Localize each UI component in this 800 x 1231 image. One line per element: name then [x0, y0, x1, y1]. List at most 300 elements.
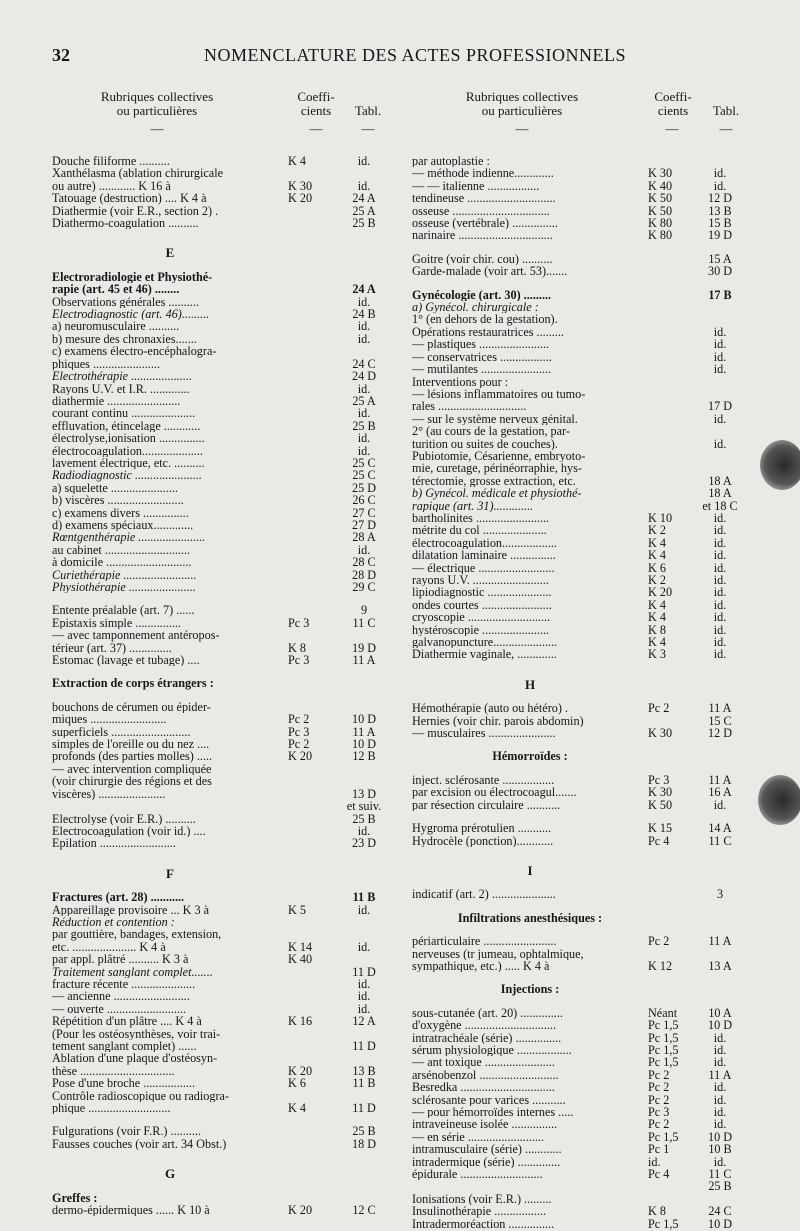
entry-row — [52, 1192, 390, 1204]
entry-label: électrolyse,ionisation ............... — [52, 432, 205, 445]
entry-row — [412, 786, 742, 798]
entry-coefficient: K 6 — [648, 560, 666, 575]
entry-table-ref: 14 A — [708, 821, 732, 836]
entry-coefficient: Pc 2 — [288, 712, 310, 727]
entry-label: 1° (en dehors de la gestation). — [412, 313, 558, 326]
entry-row — [52, 904, 390, 916]
entry-row — [52, 457, 390, 469]
entry-coefficient: K 4 — [648, 635, 666, 650]
entry-table-ref: id. — [357, 381, 371, 396]
entry-table-ref: 9 — [360, 603, 368, 618]
entry-table-ref: 24 B — [352, 307, 376, 322]
entry-label: (Pour les ostéosynthèses, voir trai- — [52, 1027, 221, 1040]
entry-label: — sur le système nerveux génital. — [412, 412, 578, 426]
entry-table-ref: id. — [713, 349, 727, 364]
entry-coefficient: K 50 — [648, 191, 673, 206]
entry-coefficient: Néant — [648, 1005, 678, 1020]
entry-label: Appareillage provisoire ... K 3 à — [52, 903, 210, 916]
entry-row — [52, 629, 390, 641]
entry-label: rapique (art. 31)............. — [412, 499, 534, 512]
entry-row — [412, 624, 742, 636]
entry-label: bouchons de cérumen ou épider- — [52, 700, 211, 714]
entry-label: viscères) ...................... — [52, 787, 166, 801]
entry-row — [52, 320, 390, 332]
header-dash: — — [719, 121, 733, 136]
entry-row — [52, 556, 390, 568]
entry-label: turition ou suites de couches). — [412, 437, 558, 450]
entry-row — [412, 935, 742, 947]
entry-table-ref: id. — [357, 823, 371, 838]
entry-label: — musculaires ...................... — [412, 727, 556, 740]
entry-label: osseuse ................................ — [412, 204, 550, 218]
entry-row — [412, 229, 742, 241]
entry-label: a) Gynécol. chirurgicale : — [412, 301, 539, 314]
entry-coefficient: K 40 — [288, 952, 313, 967]
entry-row — [52, 763, 390, 775]
entry-table-ref: 26 C — [352, 493, 376, 508]
entry-label: par résection circulaire ........... — [412, 798, 561, 812]
entry-label: Curiethérapie ........................ — [52, 568, 197, 581]
entry-row — [52, 333, 390, 345]
entry-row — [52, 308, 390, 320]
entry-row — [412, 948, 742, 960]
entry-table-ref: 10 D — [707, 1129, 733, 1144]
entry-label: Electrothérapie .................... — [52, 370, 193, 383]
entry-row — [412, 1081, 742, 1093]
entry-row — [412, 205, 742, 217]
entry-row — [52, 432, 390, 444]
entry-row — [412, 413, 742, 425]
entry-label: mie, curetage, périnéorraphie, hys- — [412, 462, 582, 475]
entry-table-ref: 17 D — [707, 399, 733, 414]
entry-label: Diathermie (voir E.R., section 2) . — [52, 204, 219, 218]
entry-row — [412, 727, 742, 739]
entry-label: Entente préalable (art. 7) ...... — [52, 604, 195, 617]
entry-row — [412, 1094, 742, 1106]
entry-table-ref: id. — [713, 1055, 727, 1070]
entry-table-ref: id. — [357, 989, 371, 1004]
entry-table-ref: 27 C — [352, 505, 376, 520]
entry-table-ref: 12 A — [352, 1014, 376, 1029]
entry-table-ref: id. — [713, 362, 727, 377]
entry-table-ref: id. — [713, 1080, 727, 1095]
entry-label: Injections : — [500, 983, 560, 996]
entry-table-ref: 11 A — [708, 934, 732, 949]
entry-label: rayons U.V. ......................... — [412, 574, 549, 587]
entry-label: lipiodiagnostic ..................... — [412, 586, 552, 599]
entry-label: E — [165, 247, 175, 260]
entry-row — [52, 800, 390, 812]
entry-table-ref: 25 B — [352, 811, 376, 826]
entry-label: épidurale ........................... — [412, 1168, 543, 1181]
entry-row — [52, 825, 390, 837]
entry-label: Electrodiagnostic (art. 46)......... — [52, 308, 210, 321]
entry-coefficient: K 20 — [288, 191, 313, 206]
entry-table-ref: 25 B — [352, 1124, 376, 1139]
entry-label: — méthode indienne............. — [412, 167, 554, 180]
entry-row — [412, 1218, 742, 1230]
entry-coefficient: K 30 — [288, 178, 313, 193]
entry-coefficient: Pc 1,5 — [648, 1216, 679, 1231]
entry-label: Xanthélasma (ablation chirurgicale — [52, 167, 224, 180]
entry-row — [52, 494, 390, 506]
entry-label: Ablation d'une plaque d'ostéosyn- — [52, 1052, 218, 1065]
entry-row — [412, 822, 742, 834]
entry-row — [412, 1044, 742, 1056]
entry-label: F — [166, 867, 174, 881]
entry-table-ref: 15 C — [708, 713, 732, 728]
entry-table-ref: id. — [713, 535, 727, 550]
entry-label: 2° (au cours de la gestation, par- — [412, 425, 570, 438]
entry-label: d) examens spéciaux............. — [52, 518, 194, 532]
entry-row — [52, 941, 390, 953]
entry-coefficient: id. — [648, 1154, 661, 1169]
entry-label: arsénobenzol .......................... — [412, 1068, 559, 1082]
entry-row — [52, 642, 390, 654]
entry-label: hystéroscopie ...................... — [412, 623, 550, 637]
entry-coefficient: K 4 — [648, 597, 666, 612]
entry-label: térieur (art. 37) .............. — [52, 641, 172, 655]
entry-label: Intradermoréaction ............... — [412, 1217, 555, 1231]
entry-label: dilatation laminaire ............... — [412, 549, 556, 562]
entry-coefficient: K 50 — [648, 797, 673, 812]
entry-label: intraveineuse isolée ............... — [412, 1118, 558, 1131]
entry-row — [52, 891, 390, 903]
entry-row — [412, 313, 742, 325]
entry-label: thèse ............................... — [52, 1064, 175, 1078]
entry-label: diathermie ........................ — [52, 394, 181, 408]
entry-coefficient: K 2 — [648, 573, 666, 587]
entry-label: Extraction de corps étrangers : — [52, 677, 214, 690]
entry-label: Electrolyse (voir E.R.) .......... — [52, 812, 196, 825]
entry-coefficient: K 30 — [648, 726, 673, 741]
entry-table-ref: id. — [713, 635, 727, 650]
entry-row — [52, 271, 390, 283]
entry-label: bartholinites ........................ — [412, 511, 550, 525]
entry-label: rapie (art. 45 et 46) ........ — [52, 283, 180, 296]
entry-row — [412, 155, 742, 167]
entry-coefficient: K 30 — [648, 166, 673, 181]
entry-table-ref: id. — [713, 647, 727, 662]
entry-row — [412, 253, 742, 265]
entry-coefficient: Pc 3 — [288, 724, 310, 739]
entry-coefficient: K 3 — [648, 647, 666, 662]
entry-table-ref: id. — [357, 1001, 371, 1016]
page-title: NOMENCLATURE DES ACTES PROFESSIONNELS — [203, 45, 627, 65]
entry-coefficient: Pc 2 — [648, 1080, 670, 1095]
entry-label: effluvation, étincelage ............ — [52, 419, 201, 433]
entry-label: Electrocoagulation (voir id.) .... — [52, 824, 206, 838]
entry-label: par gouttière, bandages, extension, — [52, 928, 222, 941]
entry-label: Electroradiologie et Physiothé- — [52, 270, 213, 284]
entry-row — [412, 549, 742, 561]
entry-row — [52, 1138, 390, 1150]
entry-table-ref: 13 B — [352, 1063, 376, 1078]
entry-table-ref: id. — [357, 319, 371, 334]
entry-label: I — [527, 864, 533, 878]
entry-label: Hémothérapie (auto ou hétéro) . — [412, 702, 569, 715]
header-dash: — — [309, 121, 323, 136]
rubriques-header: Rubriques collectives ou particulières — [100, 89, 214, 118]
entry-row — [52, 519, 390, 531]
entry-row — [52, 604, 390, 616]
entry-row — [412, 289, 742, 301]
entry-label: — ouverte .......................... — [52, 1002, 187, 1016]
entry-row — [412, 500, 742, 512]
entry-table-ref: 18 D — [351, 1136, 377, 1151]
left-column — [52, 90, 390, 1216]
entry-label: Douche filiforme .......... — [52, 155, 170, 168]
entry-table-ref: 24 C — [708, 1204, 732, 1219]
entry-row — [52, 192, 390, 204]
entry-label: Goitre (voir chir. cou) .......... — [412, 252, 553, 266]
entry-row — [412, 167, 742, 179]
entry-row — [412, 799, 742, 811]
entry-label: Fulgurations (voir F.R.) .......... — [52, 1125, 201, 1138]
entry-table-ref: id. — [357, 294, 371, 309]
entry-row — [412, 400, 742, 412]
entry-label: — conservatrices ................. — [412, 350, 552, 364]
entry-coefficient: K 16 — [288, 1014, 313, 1029]
entry-coefficient: K 6 — [288, 1076, 306, 1091]
entry-row — [412, 636, 742, 648]
entry-table-ref: 11 C — [708, 833, 732, 848]
entry-label: Ionisations (voir E.R.) ......... — [412, 1192, 552, 1206]
right-column-header — [412, 90, 742, 144]
entry-label: par appl. plâtré .......... K 3 à — [52, 953, 189, 966]
entry-table-ref: 18 A — [708, 473, 732, 488]
entry-table-ref: 23 D — [351, 836, 377, 851]
entry-label: Hydrocèle (ponction)............ — [412, 834, 554, 847]
entry-label: — avec intervention compliquée — [52, 762, 212, 776]
entry-row — [52, 358, 390, 370]
entry-coefficient: K 2 — [648, 523, 666, 538]
entry-label: fracture récente ..................... — [52, 977, 196, 991]
entry-label: Traitement sanglant complet....... — [52, 965, 213, 978]
entry-label: c) examens électro-encéphalogra- — [52, 345, 217, 358]
entry-table-ref: id. — [713, 573, 727, 587]
entry-row — [412, 265, 742, 277]
entry-coefficient: K 30 — [648, 785, 673, 800]
entry-table-ref: id. — [357, 178, 371, 193]
rubriques-header: Rubriques collectives ou particulières — [465, 89, 579, 118]
entry-coefficient: K 20 — [288, 749, 313, 764]
entry-table-ref: 25 D — [351, 480, 377, 495]
entry-row — [412, 475, 742, 487]
entry-row — [52, 217, 390, 229]
entry-row — [52, 155, 390, 167]
entry-table-ref: 28 D — [351, 567, 377, 582]
entry-row — [412, 888, 742, 900]
entry-table-ref: 25 B — [352, 418, 376, 433]
entry-row — [412, 715, 742, 727]
entry-table-ref: 28 C — [352, 555, 376, 570]
entry-row — [52, 283, 390, 295]
entry-row — [412, 1019, 742, 1031]
entry-label: b) Gynécol. médicale et physiothé- — [412, 487, 582, 500]
entry-row — [52, 1065, 390, 1077]
entry-row — [412, 562, 742, 574]
entry-coefficient: K 8 — [288, 640, 306, 655]
entry-label: Fractures (art. 28) ........... — [52, 891, 185, 904]
entry-label: phique ........................... — [52, 1102, 171, 1115]
entry-label: Interventions pour : — [412, 375, 509, 388]
entry-row — [52, 407, 390, 419]
entry-row — [412, 983, 742, 995]
entry-row — [52, 345, 390, 357]
left-column-header — [52, 90, 390, 144]
entry-table-ref: 16 A — [708, 785, 732, 800]
entry-row — [412, 648, 742, 660]
entry-label: Tatouage (destruction) .... K 4 à — [52, 192, 207, 205]
entry-coefficient: K 14 — [288, 939, 313, 954]
left-entry-list — [52, 155, 390, 1216]
entry-row — [52, 1077, 390, 1089]
entry-label: intradermique (série) .............. — [412, 1155, 561, 1169]
entry-coefficient: K 20 — [288, 1203, 313, 1218]
entry-table-ref: id. — [713, 622, 727, 637]
entry-table-ref: id. — [357, 154, 371, 168]
entry-coefficient: K 20 — [288, 1063, 313, 1078]
entry-label: Hygroma prérotulien ........... — [412, 822, 552, 835]
entry-table-ref: id. — [713, 797, 727, 812]
entry-table-ref: 24 A — [352, 282, 376, 297]
entry-coefficient: Pc 1,5 — [648, 1018, 679, 1033]
entry-coefficient: K 8 — [648, 622, 666, 637]
entry-row — [52, 916, 390, 928]
entry-row — [412, 574, 742, 586]
entry-label: à domicile ............................ — [52, 556, 192, 569]
entry-coefficient: K 12 — [648, 958, 673, 973]
entry-row — [412, 537, 742, 549]
entry-row — [52, 167, 390, 179]
entry-table-ref: id. — [713, 324, 727, 339]
entry-table-ref: 28 A — [352, 530, 376, 545]
entry-label: Opérations restauratrices ......... — [412, 325, 564, 339]
entry-label: Diathermie vaginale, ............. — [412, 648, 557, 661]
entry-table-ref: 25 A — [352, 203, 376, 218]
entry-row — [52, 420, 390, 432]
entry-row — [52, 868, 390, 880]
entry-coefficient: K 15 — [648, 821, 673, 836]
entry-row — [412, 1156, 742, 1168]
entry-row — [412, 376, 742, 388]
entry-row — [52, 1028, 390, 1040]
entry-table-ref: 10 B — [708, 1142, 732, 1157]
entry-label: nerveuses (tr jumeau, ophtalmique, — [412, 947, 584, 960]
entry-label: c) examens divers ............... — [52, 506, 189, 519]
entry-row — [52, 1204, 390, 1216]
entry-table-ref: id. — [713, 1117, 727, 1132]
entry-row — [52, 701, 390, 713]
entry-label: sérum physiologique .................. — [412, 1043, 572, 1057]
entry-row — [52, 978, 390, 990]
entry-row — [52, 990, 390, 1002]
entry-table-ref: 11 A — [708, 701, 732, 716]
entry-table-ref: id. — [713, 560, 727, 575]
entry-row — [52, 1090, 390, 1102]
entry-table-ref: 29 C — [352, 580, 376, 594]
entry-coefficient: Pc 1,5 — [648, 1055, 679, 1070]
entry-label: b) mesure des chronaxies....... — [52, 332, 197, 346]
entry-table-ref: 30 D — [707, 264, 733, 279]
entry-table-ref: id. — [357, 976, 371, 991]
entry-label: — électrique ......................... — [412, 561, 555, 574]
entry-coefficient: Pc 3 — [648, 1105, 670, 1119]
entry-label: Epilation ......................... — [52, 837, 176, 850]
entry-coefficient: K 4 — [288, 154, 306, 168]
entry-row — [412, 1032, 742, 1044]
entry-row — [52, 469, 390, 481]
entry-row — [412, 912, 742, 924]
entry-coefficient: K 8 — [648, 1204, 666, 1219]
entry-label: métrite du col ..................... — [412, 524, 547, 537]
entry-row — [412, 1180, 742, 1192]
entry-row — [412, 679, 742, 691]
header-dash: — — [665, 121, 679, 136]
entry-row — [52, 383, 390, 395]
entry-label: sclérosante pour varices ........... — [412, 1093, 566, 1106]
entry-table-ref: 24 C — [352, 356, 376, 371]
entry-row — [412, 512, 742, 524]
entry-table-ref: 11 C — [352, 615, 376, 630]
entry-table-ref: id. — [713, 1030, 727, 1045]
entry-table-ref: id. — [713, 523, 727, 538]
entry-table-ref: id. — [357, 939, 371, 954]
entry-row — [52, 569, 390, 581]
entry-row — [52, 531, 390, 543]
header-dash: — — [150, 121, 164, 136]
entry-table-ref: id. — [713, 585, 727, 600]
entry-label: Rayons U.V. et I.R. ............. — [52, 382, 190, 395]
entry-row — [412, 524, 742, 536]
entry-label: Epistaxis simple ............... — [52, 616, 181, 630]
entry-row — [52, 837, 390, 849]
entry-row — [52, 1003, 390, 1015]
entry-table-ref: 10 D — [351, 737, 377, 752]
entry-label: par excision ou électrocoagul....... — [412, 786, 577, 799]
entry-table-ref: id. — [713, 1042, 727, 1057]
entry-label: a) squelette ...................... — [52, 481, 178, 495]
entry-table-ref: et 18 C — [702, 498, 738, 513]
entry-row — [412, 599, 742, 611]
tableau-header: Tabl. — [354, 103, 382, 118]
entry-label: Hernies (voir chir. parois abdomin) — [412, 714, 584, 728]
entry-label: Fausses couches (voir art. 34 Obst.) — [52, 1137, 227, 1151]
entry-label: phiques ...................... — [52, 357, 160, 371]
coefficients-header: Coeffi- cients — [654, 89, 692, 118]
entry-label: Répétition d'un plâtre .... K 4 à — [52, 1015, 202, 1028]
entry-row — [412, 960, 742, 972]
entry-row — [52, 928, 390, 940]
entry-label: Hémorroïdes : — [492, 750, 568, 763]
entry-table-ref: 24 A — [352, 191, 376, 206]
entry-row — [412, 750, 742, 762]
entry-coefficient: K 4 — [648, 610, 666, 625]
header-dash: — — [361, 121, 375, 136]
entry-label: Observations générales .......... — [52, 295, 199, 309]
entry-table-ref: id. — [713, 510, 727, 525]
entry-label: Greffes : — [52, 1191, 98, 1205]
entry-label: osseuse (vertébrale) ............... — [412, 217, 558, 230]
entry-row — [412, 586, 742, 598]
entry-table-ref: 12 D — [707, 726, 733, 741]
entry-table-ref: 12 B — [352, 749, 376, 764]
entry-table-ref: id. — [357, 431, 371, 446]
entry-coefficient: K 4 — [648, 535, 666, 550]
entry-table-ref: 25 C — [352, 455, 376, 470]
entry-coefficient: Pc 1 — [648, 1142, 670, 1157]
